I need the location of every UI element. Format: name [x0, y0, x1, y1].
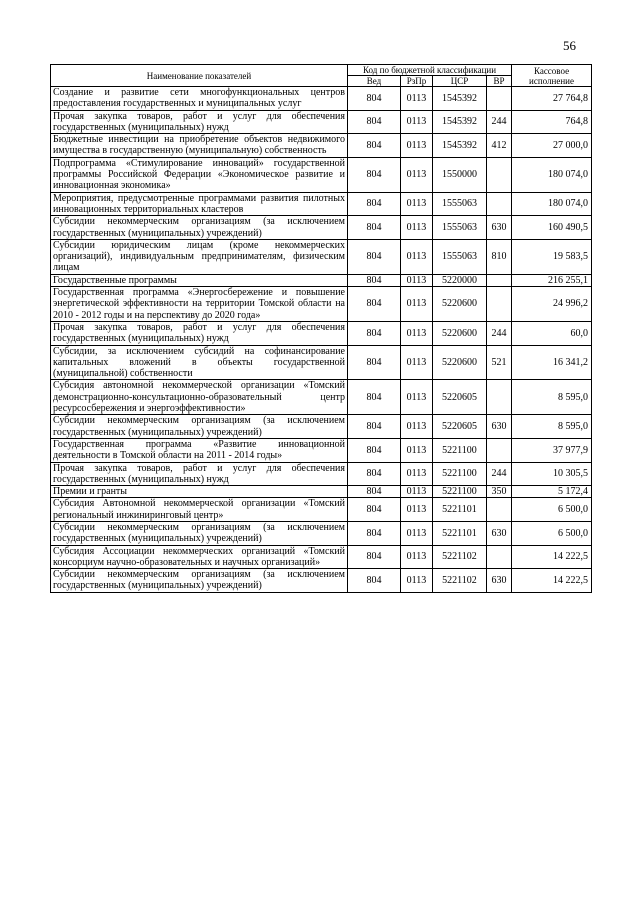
row-amount: 27 000,0	[512, 134, 592, 158]
row-name: Прочая закупка товаров, работ и услуг для обеспечения государственных (муниципальных) нужд	[51, 110, 348, 134]
row-amount: 19 583,5	[512, 239, 592, 274]
row-vr	[487, 545, 512, 569]
row-csr: 1545392	[433, 110, 487, 134]
row-name: Субсидии некоммерческим организациям (за исключением государственных (муниципальных) учреждений)	[51, 415, 348, 439]
row-vr: 630	[487, 569, 512, 593]
row-amount: 37 977,9	[512, 438, 592, 462]
table-row	[51, 545, 592, 569]
row-rzpr: 0113	[401, 157, 433, 192]
row-ved: 804	[348, 287, 401, 322]
row-vr: 630	[487, 216, 512, 240]
row-name: Прочая закупка товаров, работ и услуг для обеспечения государственных (муниципальных) нужд	[51, 321, 348, 345]
row-vr: 350	[487, 486, 512, 498]
row-name: Государственная программа «Энергосбережение и повышение энергетической эффективности на территории Томской области на 2010 - 2012 годы и на перспективу до 2020 года»	[51, 287, 348, 322]
row-amount: 5 172,4	[512, 486, 592, 498]
row-name: Субсидия Автономной некоммерческой организации «Томский региональный инжиниринговый центр»	[51, 498, 348, 522]
row-ved: 804	[348, 216, 401, 240]
row-name: Субсидии некоммерческим организациям (за исключением государственных (муниципальных) учреждений)	[51, 216, 348, 240]
row-ved: 804	[348, 239, 401, 274]
row-vr	[487, 287, 512, 322]
row-ved: 804	[348, 498, 401, 522]
table-row	[51, 462, 592, 486]
header-execution: Кассовое исполнение	[512, 65, 592, 87]
row-csr: 5220600	[433, 321, 487, 345]
header-rzpr: РзПр	[401, 76, 433, 87]
row-rzpr: 0113	[401, 110, 433, 134]
table-row	[51, 110, 592, 134]
row-ved: 804	[348, 134, 401, 158]
row-name: Субсидия автономной некоммерческой организации «Томский демонстрационно-консультационно-образовательный центр ресурсосбережения и энергоэффективности»	[51, 380, 348, 415]
row-amount: 160 490,5	[512, 216, 592, 240]
row-amount: 27 764,8	[512, 87, 592, 111]
row-csr: 5220600	[433, 287, 487, 322]
row-amount: 16 341,2	[512, 345, 592, 380]
row-ved: 804	[348, 274, 401, 286]
row-vr: 244	[487, 321, 512, 345]
row-vr: 244	[487, 462, 512, 486]
header-ved: Вед	[348, 76, 401, 87]
row-rzpr: 0113	[401, 380, 433, 415]
row-amount: 10 305,5	[512, 462, 592, 486]
row-ved: 804	[348, 521, 401, 545]
row-csr: 5220000	[433, 274, 487, 286]
row-ved: 804	[348, 569, 401, 593]
row-csr: 1545392	[433, 87, 487, 111]
row-rzpr: 0113	[401, 239, 433, 274]
table-body	[51, 87, 592, 593]
row-name: Подпрограмма «Стимулирование инноваций» государственной программы Российской Федерации «Экономическое развитие и инновационная экономика»	[51, 157, 348, 192]
row-name: Субсидии юридическим лицам (кроме некоммерческих организаций), индивидуальным предпринимателям, физическим лицам	[51, 239, 348, 274]
table-row	[51, 192, 592, 216]
row-csr: 5221102	[433, 569, 487, 593]
row-name: Прочая закупка товаров, работ и услуг для обеспечения государственных (муниципальных) нужд	[51, 462, 348, 486]
table-row	[51, 498, 592, 522]
row-rzpr: 0113	[401, 569, 433, 593]
row-vr	[487, 274, 512, 286]
row-rzpr: 0113	[401, 545, 433, 569]
table-row	[51, 274, 592, 286]
row-csr: 5220605	[433, 415, 487, 439]
row-amount: 216 255,1	[512, 274, 592, 286]
row-name: Создание и развитие сети многофункциональных центров предоставления государственных и муниципальных услуг	[51, 87, 348, 111]
table-row	[51, 486, 592, 498]
row-amount: 6 500,0	[512, 498, 592, 522]
row-name: Субсидия Ассоциации некоммерческих организаций «Томский консорциум научно-образовательных и научных организаций»	[51, 545, 348, 569]
row-amount: 24 996,2	[512, 287, 592, 322]
row-amount: 6 500,0	[512, 521, 592, 545]
table-row	[51, 239, 592, 274]
row-ved: 804	[348, 486, 401, 498]
table-row	[51, 415, 592, 439]
row-vr: 412	[487, 134, 512, 158]
row-csr: 1555063	[433, 216, 487, 240]
row-rzpr: 0113	[401, 486, 433, 498]
table-row	[51, 521, 592, 545]
row-name: Субсидии некоммерческим организациям (за исключением государственных (муниципальных) учреждений)	[51, 569, 348, 593]
row-amount: 8 595,0	[512, 380, 592, 415]
row-rzpr: 0113	[401, 498, 433, 522]
row-rzpr: 0113	[401, 521, 433, 545]
row-name: Государственные программы	[51, 274, 348, 286]
row-csr: 1555063	[433, 192, 487, 216]
row-csr: 1550000	[433, 157, 487, 192]
table-row	[51, 216, 592, 240]
row-amount: 8 595,0	[512, 415, 592, 439]
row-amount: 14 222,5	[512, 545, 592, 569]
row-csr: 1555063	[433, 239, 487, 274]
row-ved: 804	[348, 192, 401, 216]
header-name: Наименование показателей	[51, 65, 348, 87]
table-row	[51, 569, 592, 593]
row-rzpr: 0113	[401, 274, 433, 286]
row-rzpr: 0113	[401, 345, 433, 380]
row-ved: 804	[348, 345, 401, 380]
row-amount: 60,0	[512, 321, 592, 345]
row-vr: 810	[487, 239, 512, 274]
table-row	[51, 345, 592, 380]
row-csr: 5221101	[433, 498, 487, 522]
row-name: Бюджетные инвестиции на приобретение объектов недвижимого имущества в государственную (муниципальную) собственность	[51, 134, 348, 158]
row-vr	[487, 192, 512, 216]
row-name: Субсидии некоммерческим организациям (за исключением государственных (муниципальных) учреждений)	[51, 521, 348, 545]
row-vr	[487, 438, 512, 462]
table-row	[51, 157, 592, 192]
row-ved: 804	[348, 87, 401, 111]
row-csr: 5220600	[433, 345, 487, 380]
row-rzpr: 0113	[401, 192, 433, 216]
row-ved: 804	[348, 438, 401, 462]
row-csr: 1545392	[433, 134, 487, 158]
header-vr: ВР	[487, 76, 512, 87]
row-name: Мероприятия, предусмотренные программами развития пилотных инновационных территориальных кластеров	[51, 192, 348, 216]
row-rzpr: 0113	[401, 438, 433, 462]
row-amount: 764,8	[512, 110, 592, 134]
row-vr: 630	[487, 521, 512, 545]
row-ved: 804	[348, 415, 401, 439]
row-ved: 804	[348, 321, 401, 345]
row-ved: 804	[348, 545, 401, 569]
row-name: Субсидии, за исключением субсидий на софинансирование капитальных вложений в объекты государственной (муниципальной) собственности	[51, 345, 348, 380]
row-vr	[487, 380, 512, 415]
row-rzpr: 0113	[401, 415, 433, 439]
row-name: Государственная программа «Развитие инновационной деятельности в Томской области на 2011 - 2014 годы»	[51, 438, 348, 462]
row-ved: 804	[348, 380, 401, 415]
table-row	[51, 287, 592, 322]
header-code-group: Код по бюджетной классификации	[348, 65, 512, 76]
row-name: Премии и гранты	[51, 486, 348, 498]
budget-table	[50, 64, 592, 593]
row-rzpr: 0113	[401, 321, 433, 345]
row-vr	[487, 157, 512, 192]
table-row	[51, 134, 592, 158]
row-csr: 5220605	[433, 380, 487, 415]
row-amount: 14 222,5	[512, 569, 592, 593]
row-rzpr: 0113	[401, 216, 433, 240]
table-row	[51, 380, 592, 415]
page-number: 56	[563, 38, 576, 53]
table-row	[51, 87, 592, 111]
row-csr: 5221100	[433, 462, 487, 486]
row-vr: 521	[487, 345, 512, 380]
row-rzpr: 0113	[401, 134, 433, 158]
row-ved: 804	[348, 157, 401, 192]
row-rzpr: 0113	[401, 87, 433, 111]
row-vr: 630	[487, 415, 512, 439]
row-ved: 804	[348, 462, 401, 486]
row-vr	[487, 498, 512, 522]
table-row	[51, 321, 592, 345]
row-rzpr: 0113	[401, 462, 433, 486]
row-rzpr: 0113	[401, 287, 433, 322]
row-ved: 804	[348, 110, 401, 134]
row-amount: 180 074,0	[512, 192, 592, 216]
row-csr: 5221102	[433, 545, 487, 569]
row-csr: 5221100	[433, 486, 487, 498]
header-csr: ЦСР	[433, 76, 487, 87]
row-amount: 180 074,0	[512, 157, 592, 192]
row-csr: 5221101	[433, 521, 487, 545]
table-row	[51, 438, 592, 462]
row-vr: 244	[487, 110, 512, 134]
row-vr	[487, 87, 512, 111]
row-csr: 5221100	[433, 438, 487, 462]
